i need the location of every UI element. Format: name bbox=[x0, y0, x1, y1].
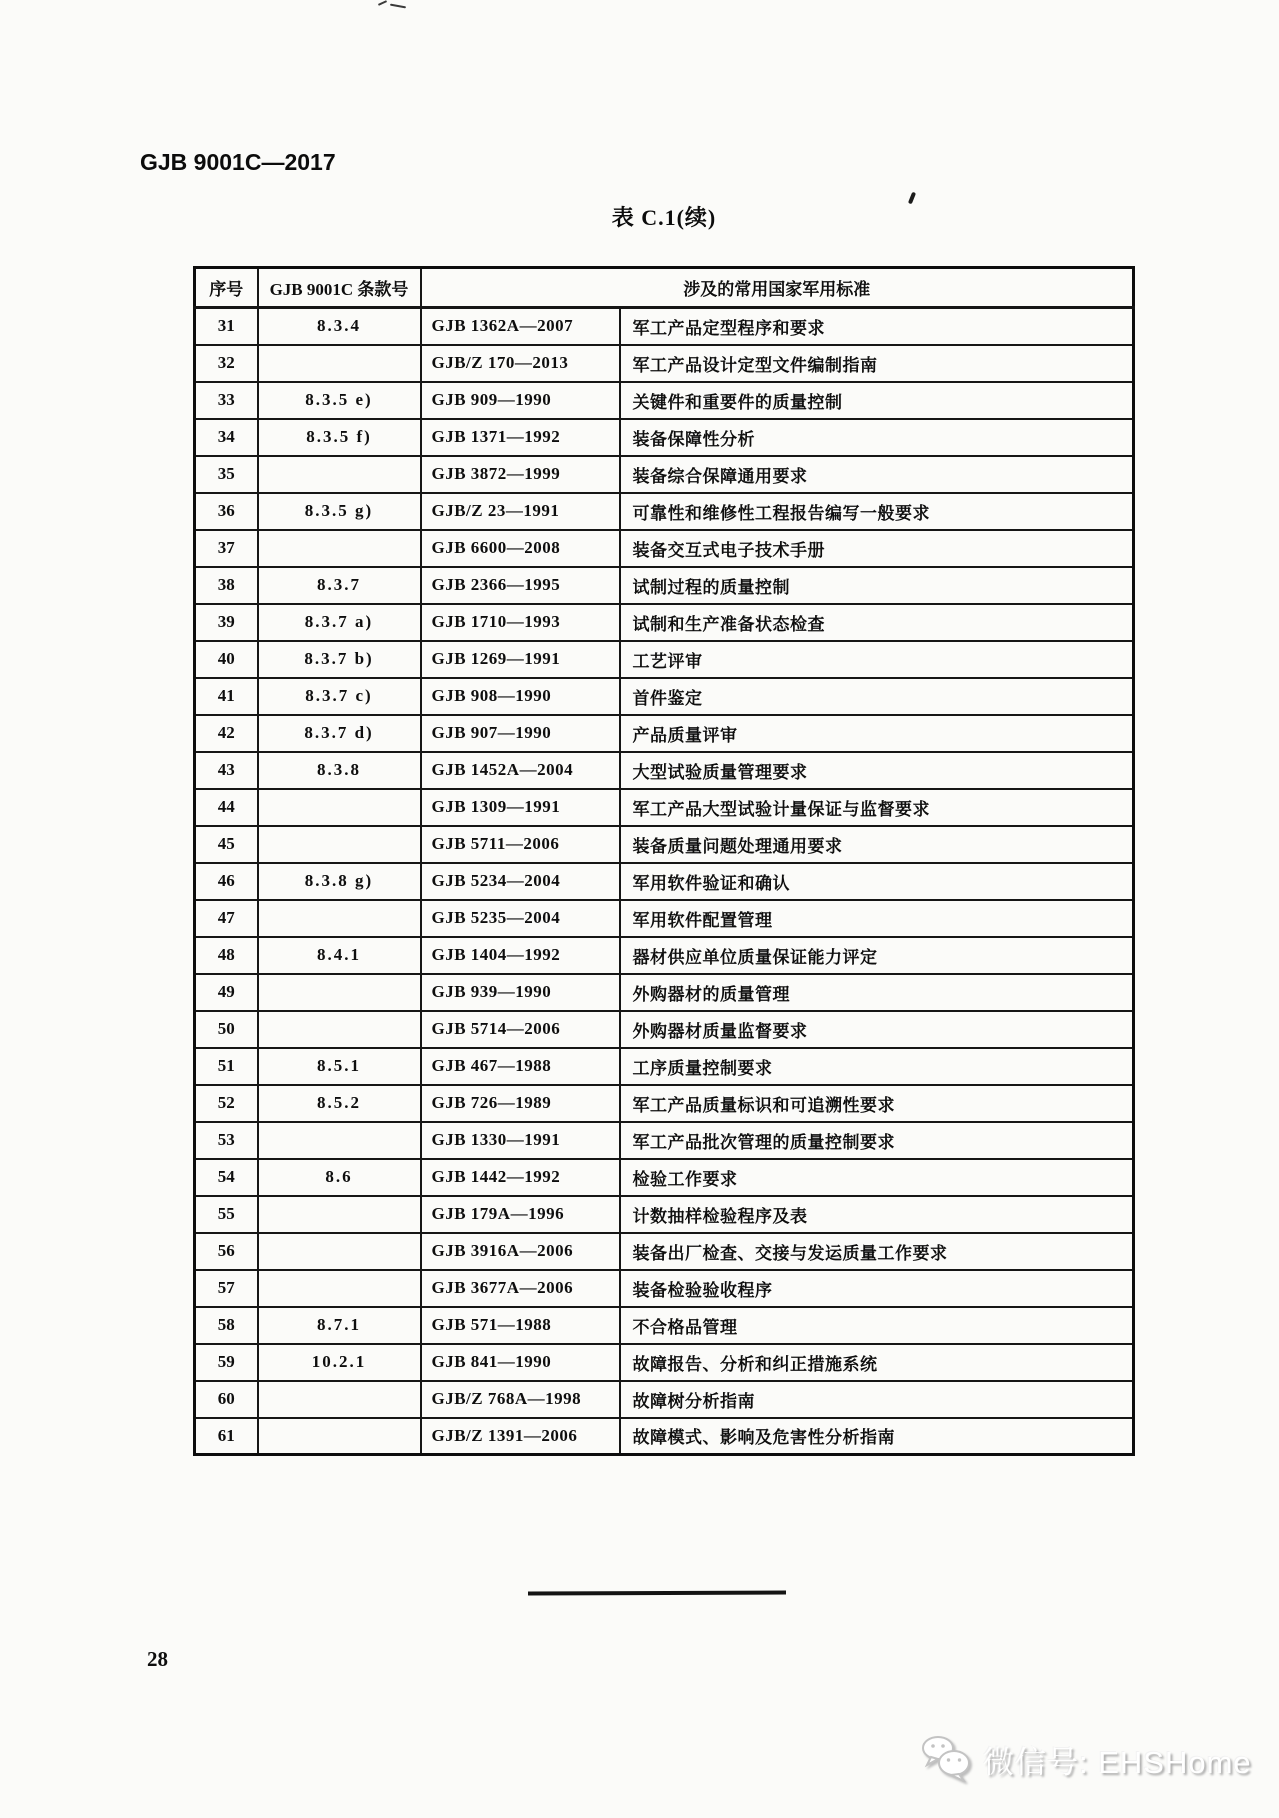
row-no: 43 bbox=[195, 752, 258, 789]
row-standard-title: 可靠性和维修性工程报告编写一般要求 bbox=[620, 493, 1134, 530]
row-standard-title: 工序质量控制要求 bbox=[620, 1048, 1134, 1085]
row-standard: GJB/Z 23—1991 bbox=[421, 493, 620, 530]
row-clause: 8.6 bbox=[258, 1159, 421, 1196]
row-standard-title: 装备质量问题处理通用要求 bbox=[620, 826, 1134, 863]
row-standard-title: 军工产品质量标识和可追溯性要求 bbox=[620, 1085, 1134, 1122]
row-no: 48 bbox=[195, 937, 258, 974]
row-no: 53 bbox=[195, 1122, 258, 1159]
row-standard-title: 军工产品批次管理的质量控制要求 bbox=[620, 1122, 1134, 1159]
row-clause bbox=[258, 345, 421, 382]
watermark-text: 微信号: EHSHome bbox=[983, 1744, 1252, 1780]
row-standard-title: 器材供应单位质量保证能力评定 bbox=[620, 937, 1134, 974]
row-no: 52 bbox=[195, 1085, 258, 1122]
row-standard: GJB 841—1990 bbox=[421, 1344, 620, 1381]
row-standard: GJB 908—1990 bbox=[421, 678, 620, 715]
table-row bbox=[195, 715, 1134, 752]
row-clause bbox=[258, 900, 421, 937]
table-row bbox=[195, 1196, 1134, 1233]
row-clause: 8.3.5 e) bbox=[258, 382, 421, 419]
row-standard-title: 计数抽样检验程序及表 bbox=[620, 1196, 1134, 1233]
row-standard-title: 试制和生产准备状态检查 bbox=[620, 604, 1134, 641]
col-header-no: 序号 bbox=[195, 268, 258, 308]
watermark bbox=[921, 1736, 1252, 1782]
wechat-icon bbox=[921, 1736, 973, 1782]
table-row bbox=[195, 1307, 1134, 1344]
table-row bbox=[195, 641, 1134, 678]
table-row bbox=[195, 1233, 1134, 1270]
scan-mark bbox=[390, 4, 406, 9]
table-header-row bbox=[195, 268, 1134, 308]
row-standard-title: 装备保障性分析 bbox=[620, 419, 1134, 456]
row-no: 42 bbox=[195, 715, 258, 752]
row-standard: GJB 1330—1991 bbox=[421, 1122, 620, 1159]
row-standard-title: 检验工作要求 bbox=[620, 1159, 1134, 1196]
row-standard-title: 故障报告、分析和纠正措施系统 bbox=[620, 1344, 1134, 1381]
table-row bbox=[195, 1085, 1134, 1122]
row-no: 35 bbox=[195, 456, 258, 493]
row-no: 33 bbox=[195, 382, 258, 419]
table-title: 表 C.1(续) bbox=[611, 205, 717, 230]
row-no: 56 bbox=[195, 1233, 258, 1270]
row-clause: 8.5.1 bbox=[258, 1048, 421, 1085]
table-row bbox=[195, 567, 1134, 604]
row-standard: GJB 179A—1996 bbox=[421, 1196, 620, 1233]
row-no: 50 bbox=[195, 1011, 258, 1048]
table-row bbox=[195, 308, 1134, 345]
row-standard: GJB 909—1990 bbox=[421, 382, 620, 419]
row-standard: GJB 3677A—2006 bbox=[421, 1270, 620, 1307]
row-standard-title: 装备检验验收程序 bbox=[620, 1270, 1134, 1307]
row-standard-title: 工艺评审 bbox=[620, 641, 1134, 678]
col-header-standards: 涉及的常用国家军用标准 bbox=[421, 268, 1134, 308]
table-row bbox=[195, 1344, 1134, 1381]
row-standard-title: 军工产品大型试验计量保证与监督要求 bbox=[620, 789, 1134, 826]
row-standard: GJB 1371—1992 bbox=[421, 419, 620, 456]
row-no: 58 bbox=[195, 1307, 258, 1344]
row-no: 40 bbox=[195, 641, 258, 678]
row-clause bbox=[258, 826, 421, 863]
row-standard: GJB 2366—1995 bbox=[421, 567, 620, 604]
row-standard-title: 故障模式、影响及危害性分析指南 bbox=[620, 1418, 1134, 1455]
row-standard-title: 军用软件验证和确认 bbox=[620, 863, 1134, 900]
row-clause bbox=[258, 1011, 421, 1048]
table-row bbox=[195, 789, 1134, 826]
row-clause bbox=[258, 1233, 421, 1270]
table-row bbox=[195, 826, 1134, 863]
row-no: 39 bbox=[195, 604, 258, 641]
table-row bbox=[195, 493, 1134, 530]
row-standard-title: 产品质量评审 bbox=[620, 715, 1134, 752]
row-no: 59 bbox=[195, 1344, 258, 1381]
row-standard-title: 装备交互式电子技术手册 bbox=[620, 530, 1134, 567]
row-standard: GJB 1442—1992 bbox=[421, 1159, 620, 1196]
scan-mark bbox=[378, 0, 387, 6]
row-clause bbox=[258, 1196, 421, 1233]
table-row bbox=[195, 530, 1134, 567]
row-clause: 8.5.2 bbox=[258, 1085, 421, 1122]
row-standard: GJB 3872—1999 bbox=[421, 456, 620, 493]
table-row bbox=[195, 1381, 1134, 1418]
row-no: 51 bbox=[195, 1048, 258, 1085]
row-standard: GJB 1404—1992 bbox=[421, 937, 620, 974]
table-row bbox=[195, 752, 1134, 789]
row-standard-title: 军工产品设计定型文件编制指南 bbox=[620, 345, 1134, 382]
row-clause: 8.3.8 g) bbox=[258, 863, 421, 900]
table-row bbox=[195, 1270, 1134, 1307]
row-clause bbox=[258, 1418, 421, 1455]
row-no: 37 bbox=[195, 530, 258, 567]
row-clause bbox=[258, 1122, 421, 1159]
table-body bbox=[195, 308, 1134, 1455]
row-no: 46 bbox=[195, 863, 258, 900]
row-standard-title: 装备综合保障通用要求 bbox=[620, 456, 1134, 493]
row-clause: 8.3.8 bbox=[258, 752, 421, 789]
row-standard-title: 试制过程的质量控制 bbox=[620, 567, 1134, 604]
row-clause: 8.3.7 b) bbox=[258, 641, 421, 678]
row-clause: 8.3.7 a) bbox=[258, 604, 421, 641]
table-row bbox=[195, 419, 1134, 456]
table-row bbox=[195, 900, 1134, 937]
row-standard: GJB 1269—1991 bbox=[421, 641, 620, 678]
table-row bbox=[195, 678, 1134, 715]
table-row bbox=[195, 1048, 1134, 1085]
row-standard-title: 外购器材质量监督要求 bbox=[620, 1011, 1134, 1048]
table-row bbox=[195, 863, 1134, 900]
row-no: 41 bbox=[195, 678, 258, 715]
table-row bbox=[195, 382, 1134, 419]
row-no: 31 bbox=[195, 308, 258, 345]
row-standard-title: 军用软件配置管理 bbox=[620, 900, 1134, 937]
row-no: 57 bbox=[195, 1270, 258, 1307]
table-row bbox=[195, 345, 1134, 382]
standards-table bbox=[193, 266, 1135, 1456]
row-standard-title: 首件鉴定 bbox=[620, 678, 1134, 715]
row-no: 38 bbox=[195, 567, 258, 604]
row-standard: GJB 5711—2006 bbox=[421, 826, 620, 863]
table-row bbox=[195, 1159, 1134, 1196]
row-clause bbox=[258, 1270, 421, 1307]
row-standard: GJB/Z 1391—2006 bbox=[421, 1418, 620, 1455]
row-clause: 8.3.5 g) bbox=[258, 493, 421, 530]
row-standard: GJB 6600—2008 bbox=[421, 530, 620, 567]
row-clause: 8.7.1 bbox=[258, 1307, 421, 1344]
row-clause: 8.4.1 bbox=[258, 937, 421, 974]
doc-number: GJB 9001C—2017 bbox=[140, 149, 336, 175]
row-standard: GJB 5714—2006 bbox=[421, 1011, 620, 1048]
row-no: 47 bbox=[195, 900, 258, 937]
row-no: 36 bbox=[195, 493, 258, 530]
row-standard: GJB 5235—2004 bbox=[421, 900, 620, 937]
row-standard-title: 军工产品定型程序和要求 bbox=[620, 308, 1134, 345]
row-standard: GJB 907—1990 bbox=[421, 715, 620, 752]
row-no: 55 bbox=[195, 1196, 258, 1233]
row-clause bbox=[258, 789, 421, 826]
row-no: 54 bbox=[195, 1159, 258, 1196]
row-clause: 8.3.5 f) bbox=[258, 419, 421, 456]
row-standard-title: 关键件和重要件的质量控制 bbox=[620, 382, 1134, 419]
row-standard: GJB 5234—2004 bbox=[421, 863, 620, 900]
row-standard-title: 外购器材的质量管理 bbox=[620, 974, 1134, 1011]
row-no: 49 bbox=[195, 974, 258, 1011]
table-row bbox=[195, 937, 1134, 974]
row-no: 44 bbox=[195, 789, 258, 826]
row-clause: 8.3.7 bbox=[258, 567, 421, 604]
row-no: 61 bbox=[195, 1418, 258, 1455]
row-standard: GJB 1452A—2004 bbox=[421, 752, 620, 789]
row-standard: GJB 3916A—2006 bbox=[421, 1233, 620, 1270]
row-no: 34 bbox=[195, 419, 258, 456]
page-number: 28 bbox=[147, 1647, 168, 1671]
scan-artifact-squiggle bbox=[378, 0, 412, 10]
row-standard: GJB/Z 768A—1998 bbox=[421, 1381, 620, 1418]
row-standard: GJB/Z 170—2013 bbox=[421, 345, 620, 382]
table-row bbox=[195, 1011, 1134, 1048]
row-clause bbox=[258, 974, 421, 1011]
row-no: 60 bbox=[195, 1381, 258, 1418]
row-standard: GJB 1362A—2007 bbox=[421, 308, 620, 345]
row-clause bbox=[258, 456, 421, 493]
table-row bbox=[195, 604, 1134, 641]
row-clause: 8.3.4 bbox=[258, 308, 421, 345]
row-standard: GJB 1309—1991 bbox=[421, 789, 620, 826]
table-row bbox=[195, 1418, 1134, 1455]
row-standard-title: 不合格品管理 bbox=[620, 1307, 1134, 1344]
row-standard-title: 故障树分析指南 bbox=[620, 1381, 1134, 1418]
row-standard: GJB 467—1988 bbox=[421, 1048, 620, 1085]
row-standard: GJB 939—1990 bbox=[421, 974, 620, 1011]
row-standard: GJB 571—1988 bbox=[421, 1307, 620, 1344]
row-standard: GJB 726—1989 bbox=[421, 1085, 620, 1122]
col-header-clause: GJB 9001C 条款号 bbox=[258, 268, 421, 308]
row-clause: 8.3.7 d) bbox=[258, 715, 421, 752]
row-clause bbox=[258, 530, 421, 567]
table-row bbox=[195, 1122, 1134, 1159]
row-standard: GJB 1710—1993 bbox=[421, 604, 620, 641]
row-no: 32 bbox=[195, 345, 258, 382]
row-clause: 8.3.7 c) bbox=[258, 678, 421, 715]
row-standard-title: 大型试验质量管理要求 bbox=[620, 752, 1134, 789]
row-clause bbox=[258, 1381, 421, 1418]
table-row bbox=[195, 974, 1134, 1011]
table-row bbox=[195, 456, 1134, 493]
row-no: 45 bbox=[195, 826, 258, 863]
row-standard-title: 装备出厂检查、交接与发运质量工作要求 bbox=[620, 1233, 1134, 1270]
row-clause: 10.2.1 bbox=[258, 1344, 421, 1381]
footer-divider bbox=[528, 1591, 786, 1596]
